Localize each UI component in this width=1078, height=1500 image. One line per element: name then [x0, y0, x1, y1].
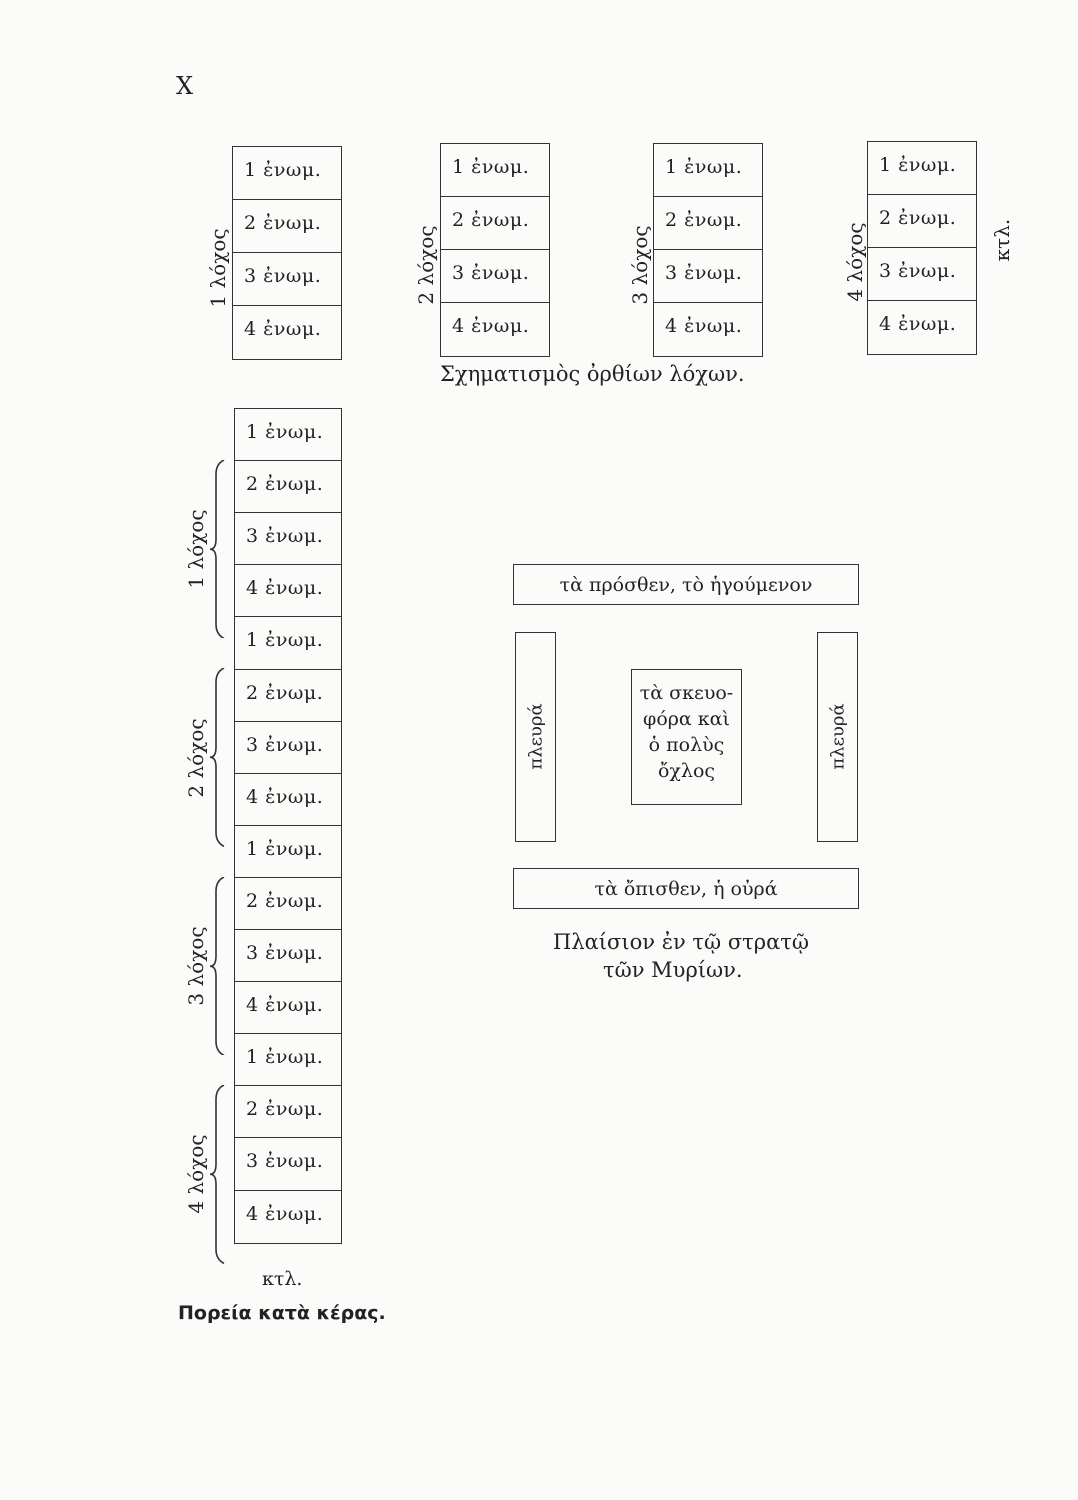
left-unit-cell	[234, 773, 342, 825]
left-company-label: 1 λόχος	[184, 509, 208, 589]
top-diagram-etc: κτλ.	[990, 218, 1014, 262]
unit-text: 1 ἐνωμ.	[244, 159, 322, 181]
left-unit-cell	[234, 721, 342, 773]
unit-text: 4 ἐνωμ.	[879, 313, 957, 335]
left-unit-cell	[234, 877, 342, 929]
top-company-label: 2 λόχος	[414, 225, 438, 305]
left-unit-cell	[234, 929, 342, 981]
unit-text: 2 ἐνωμ.	[244, 212, 322, 234]
top-unit-cell	[653, 302, 763, 355]
baggage-center-box	[631, 669, 742, 805]
top-company-label: 1 λόχος	[206, 228, 230, 308]
unit-text: 4 ἐνωμ.	[246, 1202, 324, 1225]
unit-text: 1 ἐνωμ.	[246, 1046, 324, 1069]
unit-text: 3 ἐνωμ.	[879, 260, 957, 282]
baggage-text-line: ὄχλος	[657, 760, 716, 782]
left-diagram-etc: κτλ.	[262, 1268, 303, 1290]
left-unit-cell	[234, 1190, 342, 1242]
top-unit-cell	[232, 199, 342, 252]
unit-text: 4 ἐνωμ.	[665, 315, 743, 337]
left-company-label: 2 λόχος	[184, 718, 208, 798]
left-flank-box	[515, 632, 556, 842]
top-unit-cell	[232, 305, 342, 358]
right-flank-label: πλευρά	[827, 703, 849, 770]
unit-text: 1 ἐνωμ.	[452, 156, 530, 178]
top-unit-cell	[653, 143, 763, 196]
top-unit-cell	[867, 247, 977, 300]
left-diagram-caption: Πορεία κατὰ κέρας.	[178, 1302, 386, 1324]
square-caption-line1: Πλαίσιον ἐν τῷ στρατῷ	[553, 930, 810, 954]
unit-text: 2 ἐνωμ.	[665, 209, 743, 231]
left-flank-label: πλευρά	[525, 703, 547, 770]
top-company-label: 4 λόχος	[843, 222, 867, 302]
top-unit-cell	[440, 249, 550, 302]
unit-text: 1 ἐνωμ.	[246, 421, 324, 443]
unit-text: 3 ἐνωμ.	[244, 265, 322, 287]
unit-text: 4 ἐνωμ.	[452, 315, 530, 337]
unit-text: 3 ἐνωμ.	[246, 942, 324, 964]
left-unit-cell	[234, 512, 342, 564]
unit-text: 1 ἐνωμ.	[246, 837, 324, 860]
left-unit-cell	[234, 460, 342, 512]
right-flank-box	[817, 632, 858, 842]
top-unit-cell	[232, 146, 342, 199]
top-unit-cell	[867, 194, 977, 247]
unit-text: 1 ἐνωμ.	[879, 154, 957, 176]
top-unit-cell	[440, 196, 550, 249]
left-unit-cell	[234, 825, 342, 877]
top-unit-cell	[653, 196, 763, 249]
unit-text: 3 ἐνωμ.	[246, 733, 324, 756]
unit-text: 2 ἐνωμ.	[246, 473, 324, 496]
unit-text: 3 ἐνωμ.	[246, 525, 324, 548]
unit-text: 3 ἐνωμ.	[246, 1150, 324, 1173]
baggage-text-line: τὰ σκευο-	[639, 682, 734, 704]
baggage-text-line: φόρα καὶ	[643, 708, 730, 730]
square-caption-line2: τῶν Μυρίων.	[603, 958, 743, 982]
top-unit-cell	[867, 300, 977, 353]
baggage-center-text	[632, 680, 741, 784]
top-unit-cell	[440, 143, 550, 196]
left-unit-cell	[234, 981, 342, 1033]
top-company-label: 3 λόχος	[628, 225, 652, 305]
group-brace	[206, 460, 236, 638]
left-unit-cell	[234, 669, 342, 721]
unit-text: 2 ἐνωμ.	[246, 681, 324, 704]
baggage-text-line: ὁ πολὺς	[648, 734, 725, 756]
rear-box	[513, 868, 859, 909]
unit-text: 4 ἐνωμ.	[246, 994, 324, 1017]
group-brace	[206, 1085, 236, 1263]
top-diagram-caption: Σχηματισμὸς ὀρθίων λόχων.	[440, 362, 745, 386]
group-brace	[206, 877, 236, 1055]
group-brace	[206, 668, 236, 846]
top-unit-cell	[653, 249, 763, 302]
unit-text: 2 ἐνωμ.	[879, 207, 957, 229]
left-unit-cell	[234, 408, 342, 460]
left-unit-cell	[234, 564, 342, 616]
unit-text: 3 ἐνωμ.	[452, 262, 530, 284]
unit-text: 2 ἐνωμ.	[452, 209, 530, 231]
top-unit-cell	[867, 141, 977, 194]
left-company-label: 3 λόχος	[184, 926, 208, 1006]
left-company-label: 4 λόχος	[184, 1134, 208, 1214]
left-unit-cell	[234, 1137, 342, 1189]
unit-text: 2 ἐνωμ.	[246, 1098, 324, 1121]
left-unit-cell	[234, 616, 342, 668]
unit-text: 4 ἐνωμ.	[246, 577, 324, 600]
top-unit-cell	[440, 302, 550, 355]
front-label: τὰ πρόσθεν, τὸ ἡγούμενον	[559, 574, 813, 596]
left-unit-cell	[234, 1033, 342, 1085]
page-number: X	[176, 72, 194, 100]
unit-text: 1 ἐνωμ.	[246, 629, 324, 652]
unit-text: 2 ἐνωμ.	[246, 889, 324, 912]
top-unit-cell	[232, 252, 342, 305]
unit-text: 1 ἐνωμ.	[665, 156, 743, 178]
unit-text: 4 ἐνωμ.	[244, 318, 322, 340]
rear-label: τὰ ὄπισθεν, ἡ οὐρά	[594, 878, 778, 900]
left-unit-cell	[234, 1085, 342, 1137]
front-box	[513, 564, 859, 605]
unit-text: 3 ἐνωμ.	[665, 262, 743, 284]
unit-text: 4 ἐνωμ.	[246, 785, 324, 808]
